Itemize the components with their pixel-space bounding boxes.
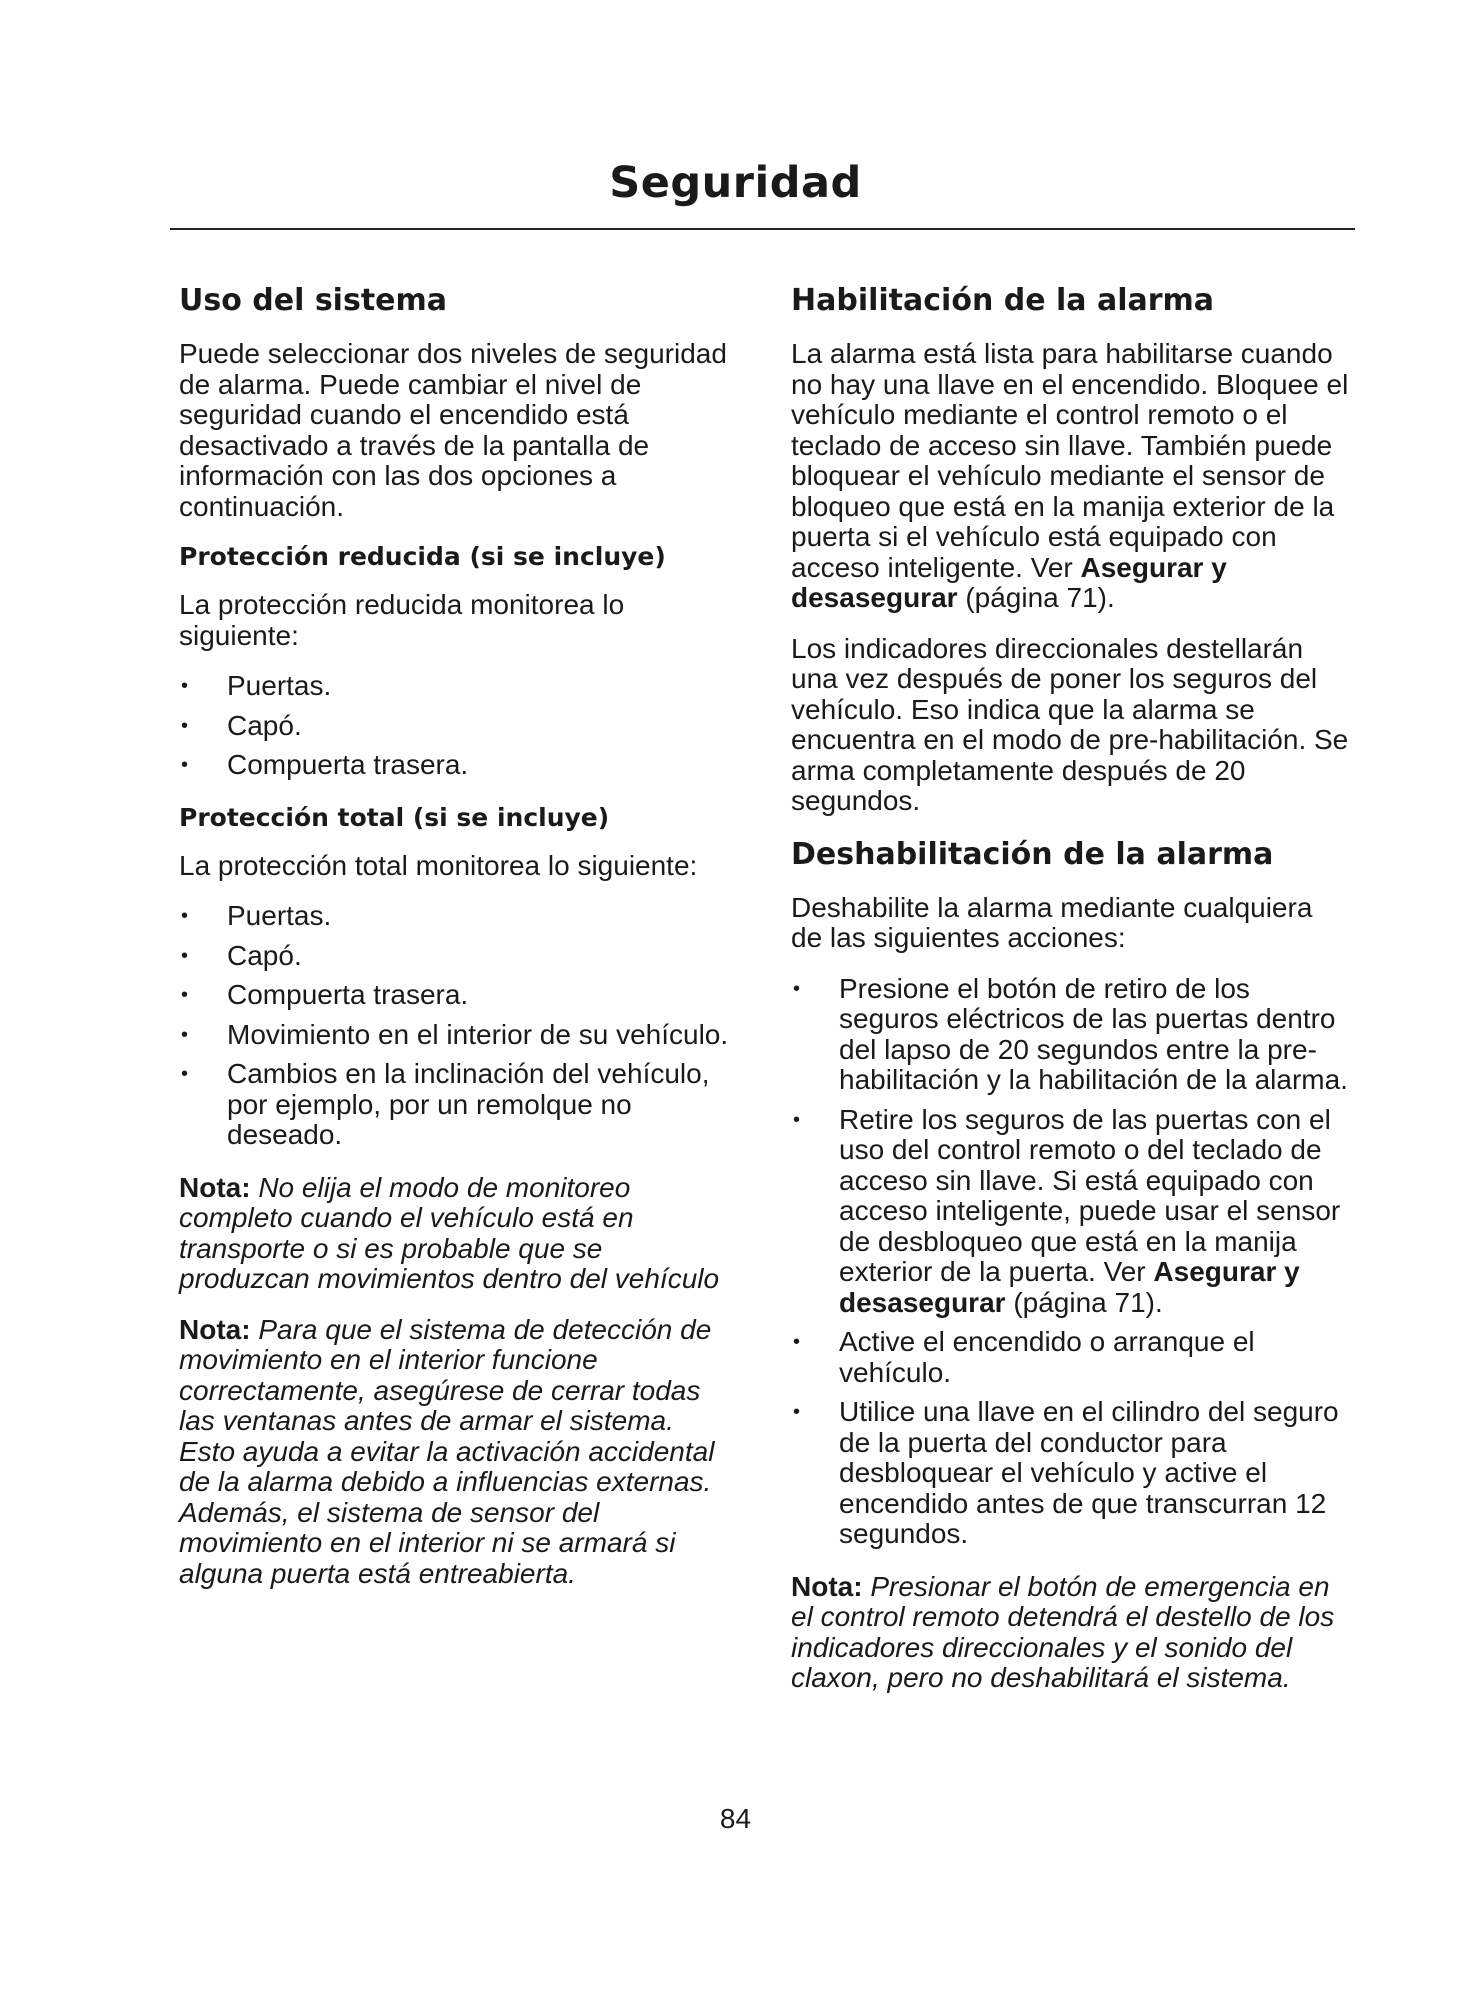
section-heading-uso-del-sistema: Uso del sistema (179, 283, 448, 318)
list-item (791, 1105, 1351, 1319)
list-item: • Presione el botón de retiro de los seguros eléctricos de las puertas dentro del lapso de 20 segundos entre la pre-habilitación y la habilitación de la alarma. (791, 974, 1351, 1096)
total-list (179, 901, 734, 1151)
cross-reference-link[interactable]: Asegurar y desasegurar (839, 1256, 1300, 1318)
note-text: Para que el sistema de detección de movimiento en el interior funcione correctamente, asegúrese de cerrar todas las ventanas antes de armar el sistema. Esto ayuda a evitar la activación accidental de la alarma debido a influencias externas. Además, el sistema de sensor del movimiento en el interior ni se armará si alguna puerta está entreabierta. (179, 1313, 715, 1589)
list-item: • Puertas. (179, 671, 734, 702)
left-column (179, 276, 734, 1609)
list-item: • Cambios en la inclinación del vehículo, por ejemplo, por un remolque no deseado. (179, 1059, 734, 1151)
arming-text: La alarma está lista para habilitarse cuando no hay una llave en el encendido. Bloquee el vehículo mediante el control remoto o el teclado de acceso sin llave. También puede bloquear el vehículo mediante el sensor de bloqueo que está en la manija exterior de la puerta si el vehículo está equipado con acceso inteligente. Ver (791, 338, 1349, 583)
right-column (791, 276, 1351, 1714)
page-reference: (página 71). (1005, 1286, 1163, 1318)
page-title: Seguridad (609, 158, 862, 208)
note-motion-detection (179, 1315, 734, 1590)
note-label: Nota: (791, 1570, 863, 1602)
note-text: Presionar el botón de emergencia en el control remoto detendrá el destello de los indicadores direccionales y el sonido del claxon, pero no deshabilitará el sistema. (791, 1570, 1335, 1693)
list-item: • Utilice una llave en el cilindro del seguro de la puerta del conductor para desbloquear el vehículo y active el encendido antes de que transcurran 12 segundos. (791, 1397, 1351, 1550)
section-heading-deshabilitacion: Deshabilitación de la alarma (791, 836, 1274, 872)
list-item: • Compuerta trasera. (179, 750, 734, 781)
prearm-paragraph: Los indicadores direccionales destellarán una vez después de poner los seguros del vehículo. Eso indica que la alarma se encuentra en el modo de pre-habilitación. Se arma completamente después de 20 segundos. (791, 632, 1349, 816)
note-monitoring-mode (179, 1173, 734, 1295)
subheading-proteccion-total: Protección total (si se incluye) (179, 802, 610, 832)
subheading-proteccion-reducida: Protección reducida (si se incluye) (179, 542, 666, 571)
list-item: • Active el encendido o arranque el vehículo. (791, 1327, 1351, 1388)
page-number: 84 (719, 1803, 752, 1834)
arming-paragraph (791, 339, 1351, 614)
reduced-list (179, 671, 734, 781)
list-item-text: Retire los seguros de las puertas con el uso del control remoto o del teclado de acceso sin llave. Si está equipado con acceso inteligente, puede usar el sensor de desbloqueo que está en la manija exterior de la puerta. Ver (839, 1103, 1341, 1287)
disarm-list (791, 974, 1351, 1550)
page-reference: (página 71). (957, 582, 1115, 613)
cross-reference-link[interactable]: Asegurar y desasegurar (791, 551, 1227, 613)
disarm-intro: Deshabilite la alarma mediante cualquiera de las siguientes acciones: (791, 891, 1313, 953)
note-panic-button (791, 1572, 1351, 1694)
reduced-description: La protección reducida monitorea lo siguiente: (179, 589, 625, 651)
section-heading-habilitacion: Habilitación de la alarma (791, 283, 1215, 318)
list-item: • Compuerta trasera. (179, 980, 734, 1011)
note-label: Nota: (179, 1171, 251, 1203)
title-divider (170, 228, 1355, 230)
note-label: Nota: (179, 1313, 251, 1345)
list-item: • Capó. (179, 941, 734, 972)
list-item: • Movimiento en el interior de su vehículo. (179, 1020, 734, 1051)
total-description: La protección total monitorea lo siguiente: (179, 849, 698, 881)
list-item: • Capó. (179, 711, 734, 742)
note-text: No elija el modo de monitoreo completo cuando el vehículo está en transporte o si es probable que se produzcan movimientos dentro del vehículo (179, 1171, 720, 1294)
intro-paragraph: Puede seleccionar dos niveles de seguridad de alarma. Puede cambiar el nivel de seguridad cuando el encendido está desactivado a través de la pantalla de información con las dos opciones a continuación. (179, 338, 727, 522)
list-item: • Puertas. (179, 901, 734, 932)
